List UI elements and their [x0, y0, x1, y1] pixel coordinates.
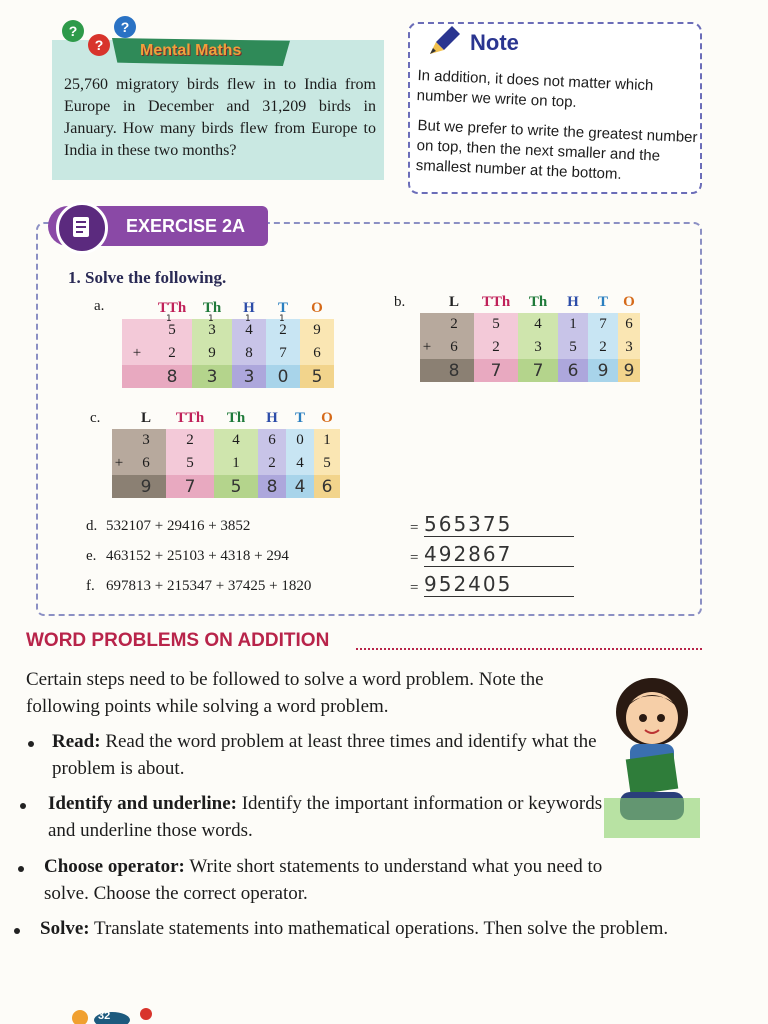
- header-th: Th: [202, 299, 222, 316]
- header-o: O: [311, 299, 323, 316]
- bullet-icon: [28, 741, 34, 747]
- list-item: [52, 728, 602, 782]
- list-item: [44, 853, 604, 907]
- bullet-icon: [18, 866, 24, 872]
- answer-cell: 8: [152, 365, 192, 388]
- cell: 9: [192, 342, 232, 365]
- part-f-expression: 697813 + 215347 + 37425 + 1820: [106, 578, 312, 594]
- question-1: 1. Solve the following.: [68, 268, 227, 287]
- header-tth: TTh: [175, 409, 205, 426]
- cell: 6: [300, 342, 334, 365]
- note-paragraph-1: In addition, it does not matter which number we write on top.: [416, 66, 654, 111]
- header-h: H: [567, 293, 579, 310]
- cell: 2: [266, 319, 300, 342]
- place-value-table-b: [420, 291, 640, 382]
- cell: 3: [126, 429, 166, 452]
- answer-cell: 6: [314, 475, 340, 498]
- girl-reading-illustration: [600, 672, 704, 842]
- cell: 1: [314, 429, 340, 452]
- list-item: [48, 790, 604, 844]
- cell: 1: [214, 452, 258, 475]
- cell: 5: [152, 319, 192, 342]
- cell: 5: [166, 452, 214, 475]
- cell: 5: [558, 336, 588, 359]
- mental-maths-title: Mental Maths: [140, 42, 242, 59]
- header-tth: TTh: [157, 299, 187, 316]
- part-e-label: e.: [86, 548, 97, 564]
- bullet-icon: [20, 803, 26, 809]
- cell: 2: [588, 336, 618, 359]
- footer-decoration: [30, 1008, 160, 1024]
- header-o: O: [623, 293, 635, 310]
- bullet-icon: [14, 928, 20, 934]
- header-t: T: [597, 293, 608, 310]
- plus-sign: +: [112, 452, 126, 475]
- answer-cell: 8: [434, 359, 474, 382]
- bullet-key: Read:: [52, 731, 101, 752]
- cell: 6: [434, 336, 474, 359]
- bullet-key: Choose operator:: [44, 856, 185, 877]
- bullet-key: Solve:: [40, 918, 90, 939]
- equals-sign: =: [410, 550, 419, 566]
- carry-mark: 1: [208, 314, 214, 324]
- header-tth: TTh: [481, 293, 511, 310]
- list-item: [40, 915, 706, 942]
- answer-cell: 8: [258, 475, 286, 498]
- part-f-label: f.: [86, 578, 95, 594]
- part-c-label: c.: [90, 410, 101, 426]
- header-h: H: [266, 409, 278, 426]
- cell: 6: [126, 452, 166, 475]
- cell: 4: [518, 313, 558, 336]
- answer-cell: 7: [518, 359, 558, 382]
- page-number: 32: [98, 1010, 111, 1022]
- heading-divider: [356, 648, 702, 650]
- cell: 2: [474, 336, 518, 359]
- cell: 5: [314, 452, 340, 475]
- cell: 2: [434, 313, 474, 336]
- header-l: L: [448, 293, 459, 310]
- header-t: T: [294, 409, 305, 426]
- part-d-expression: 532107 + 29416 + 3852: [106, 518, 251, 534]
- bullet-text: Translate statements into mathematical operations. Then solve the problem.: [94, 918, 669, 939]
- cell: 2: [258, 452, 286, 475]
- bullet-text: Identify the important information or keywords and underline those words.: [48, 793, 603, 841]
- cell: 6: [258, 429, 286, 452]
- answer-cell: 7: [166, 475, 214, 498]
- bullet-text: Read the word problem at least three times and identify what the problem is about.: [52, 731, 597, 779]
- answer-cell: 3: [192, 365, 232, 388]
- cell: 2: [152, 342, 192, 365]
- cell: 8: [232, 342, 266, 365]
- cell: 4: [232, 319, 266, 342]
- answer-cell: 5: [300, 365, 334, 388]
- place-value-table-a: [122, 297, 334, 388]
- carry-mark: 1: [279, 314, 285, 324]
- cell: 3: [192, 319, 232, 342]
- answer-cell: 9: [618, 359, 640, 382]
- cell: 9: [300, 319, 334, 342]
- mental-maths-question: 25,760 migratory birds flew in to India from Europe in December and 31,209 birds in January. How many birds flew from Europe to India in these two months?: [64, 76, 376, 159]
- word-problems-heading: WORD PROBLEMS ON ADDITION: [26, 630, 330, 651]
- note-paragraph-2: But we prefer to write the greatest number on top, then the next smaller and the smallest number at the bottom.: [415, 116, 698, 183]
- cell: 4: [214, 429, 258, 452]
- question-bubble-icon: ?: [88, 34, 110, 56]
- part-a-label: a.: [94, 298, 105, 314]
- header-th: Th: [226, 409, 246, 426]
- exercise-icon: [56, 202, 108, 254]
- question-bubble-icon: ?: [62, 20, 84, 42]
- equals-sign: =: [410, 520, 419, 536]
- exercise-title: EXERCISE 2A: [126, 216, 246, 236]
- cell: 5: [474, 313, 518, 336]
- answer-cell: 5: [214, 475, 258, 498]
- answer-cell: 9: [126, 475, 166, 498]
- cell: 7: [266, 342, 300, 365]
- place-value-table-c: [112, 407, 340, 498]
- plus-sign: +: [420, 336, 434, 359]
- cell: 0: [286, 429, 314, 452]
- cell: 6: [618, 313, 640, 336]
- bullet-text: Write short statements to understand what you need to solve. Choose the correct operator.: [44, 856, 603, 904]
- equals-sign: =: [410, 580, 419, 596]
- carry-mark: 1: [245, 314, 251, 324]
- part-d-answer: 565375: [424, 512, 574, 537]
- header-h: H: [243, 299, 255, 316]
- note-title: Note: [470, 30, 519, 55]
- word-problems-intro: Certain steps need to be followed to solve a word problem. Note the following points while solving a word problem.: [26, 669, 544, 717]
- header-o: O: [321, 409, 333, 426]
- bullet-key: Identify and underline:: [48, 793, 237, 814]
- part-e-expression: 463152 + 25103 + 4318 + 294: [106, 548, 289, 564]
- cell: 3: [618, 336, 640, 359]
- answer-cell: 9: [588, 359, 618, 382]
- cell: 1: [558, 313, 588, 336]
- part-f-answer: 952405: [424, 572, 574, 597]
- part-e-answer: 492867: [424, 542, 574, 567]
- header-th: Th: [528, 293, 548, 310]
- answer-cell: 6: [558, 359, 588, 382]
- carry-mark: 1: [166, 314, 172, 324]
- question-bubble-icon: ?: [114, 16, 136, 38]
- answer-cell: 4: [286, 475, 314, 498]
- part-b-label: b.: [394, 294, 406, 310]
- pencil-icon: [426, 22, 462, 58]
- plus-sign: +: [122, 342, 152, 365]
- cell: 7: [588, 313, 618, 336]
- header-l: L: [140, 409, 151, 426]
- cell: 3: [518, 336, 558, 359]
- cell: 4: [286, 452, 314, 475]
- answer-cell: 0: [266, 365, 300, 388]
- answer-cell: 3: [232, 365, 266, 388]
- cell: 2: [166, 429, 214, 452]
- answer-cell: 7: [474, 359, 518, 382]
- part-d-label: d.: [86, 518, 98, 534]
- header-t: T: [277, 299, 288, 316]
